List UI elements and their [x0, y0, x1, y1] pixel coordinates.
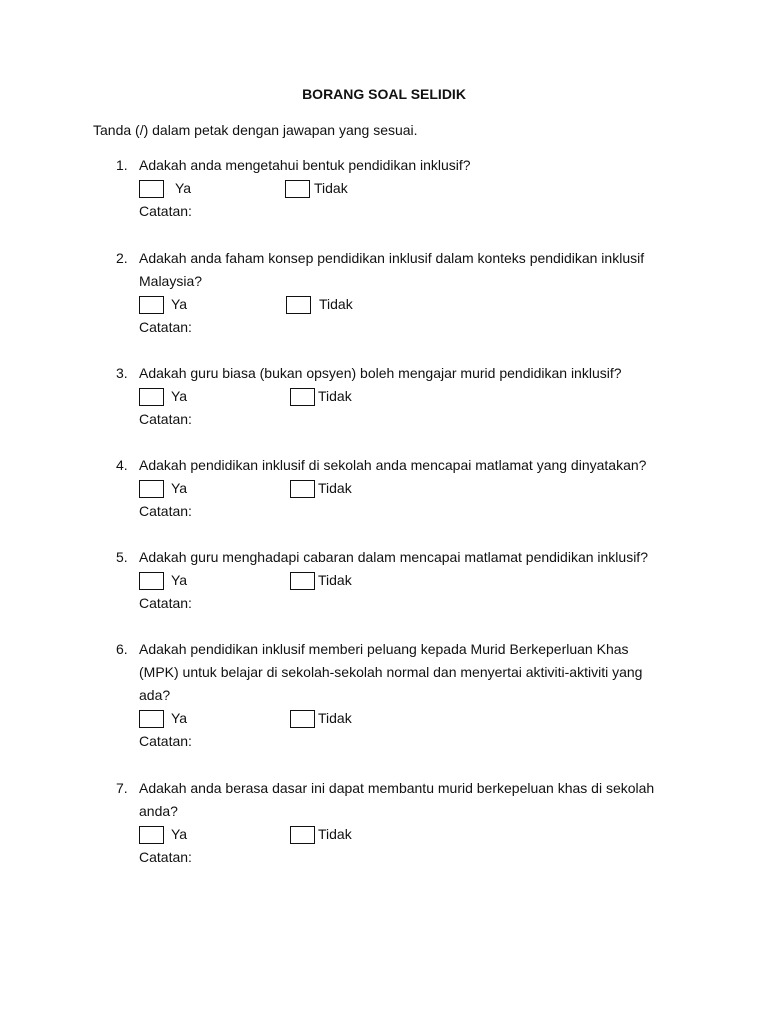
- checkbox-ya[interactable]: [139, 296, 164, 314]
- note-label: Catatan:: [139, 733, 192, 749]
- option-label-tidak: Tidak: [318, 572, 352, 588]
- answer-options: [0, 707, 768, 730]
- checkbox-ya[interactable]: [139, 572, 164, 590]
- question-line: Adakah anda berasa dasar ini dapat membantu murid berkepeluan khas di sekolah: [139, 780, 655, 796]
- question-number: 3.: [116, 365, 128, 381]
- question-line: Malaysia?: [139, 273, 203, 289]
- question-5: [0, 546, 768, 615]
- answer-options: [0, 569, 768, 592]
- option-label-tidak: Tidak: [314, 180, 348, 196]
- option-label-ya: Ya: [171, 388, 188, 404]
- note-label: Catatan:: [139, 411, 192, 427]
- question-text: [139, 638, 768, 707]
- question-4: [0, 454, 768, 523]
- question-text: [139, 247, 768, 293]
- question-number: 7.: [116, 780, 128, 796]
- question-line: Adakah pendidikan inklusif memberi peluang kepada Murid Berkeperluan Khas: [139, 641, 629, 657]
- question-number: 5.: [116, 549, 128, 565]
- option-label-ya: Ya: [171, 480, 188, 496]
- checkbox-ya[interactable]: [139, 480, 164, 498]
- note-label: Catatan:: [139, 203, 192, 219]
- option-label-tidak: Tidak: [318, 710, 352, 726]
- option-label-ya: Ya: [171, 572, 188, 588]
- question-line: ada?: [139, 687, 171, 703]
- answer-options: [0, 293, 768, 316]
- question-number: 2.: [116, 250, 128, 266]
- note-label: Catatan:: [139, 849, 192, 865]
- checkbox-tidak[interactable]: [290, 388, 315, 406]
- option-label-ya: Ya: [171, 710, 188, 726]
- question-2: [0, 247, 768, 339]
- note-label: Catatan:: [139, 503, 192, 519]
- question-6: [0, 638, 768, 753]
- answer-options: [0, 177, 768, 200]
- option-label-tidak: Tidak: [318, 388, 352, 404]
- form-instruction: Tanda (/) dalam petak dengan jawapan yang sesuai.: [93, 122, 418, 138]
- question-text: [139, 777, 768, 823]
- question-line: (MPK) untuk belajar di sekolah-sekolah normal dan menyertai aktiviti-aktiviti yang: [139, 664, 643, 680]
- checkbox-tidak[interactable]: [290, 826, 315, 844]
- question-1: [0, 154, 768, 223]
- checkbox-tidak[interactable]: [286, 296, 311, 314]
- checkbox-ya[interactable]: [139, 826, 164, 844]
- question-text: [139, 154, 768, 177]
- checkbox-tidak[interactable]: [290, 572, 315, 590]
- question-text: [139, 362, 768, 385]
- answer-options: [0, 385, 768, 408]
- question-3: [0, 362, 768, 431]
- question-line: anda?: [139, 803, 178, 819]
- option-label-ya: Ya: [171, 826, 188, 842]
- question-text: [139, 454, 768, 477]
- option-label-tidak: Tidak: [318, 826, 352, 842]
- question-number: 1.: [116, 157, 128, 173]
- form-title: BORANG SOAL SELIDIK: [302, 86, 466, 102]
- note-label: Catatan:: [139, 319, 192, 335]
- question-line: Adakah anda mengetahui bentuk pendidikan inklusif?: [139, 157, 471, 173]
- checkbox-tidak[interactable]: [290, 480, 315, 498]
- question-7: [0, 777, 768, 869]
- checkbox-tidak[interactable]: [290, 710, 315, 728]
- option-label-ya: Ya: [175, 180, 192, 196]
- question-line: Adakah guru biasa (bukan opsyen) boleh mengajar murid pendidikan inklusif?: [139, 365, 622, 381]
- question-line: Adakah anda faham konsep pendidikan inklusif dalam konteks pendidikan inklusif: [139, 250, 645, 266]
- answer-options: [0, 477, 768, 500]
- question-line: Adakah pendidikan inklusif di sekolah anda mencapai matlamat yang dinyatakan?: [139, 457, 647, 473]
- answer-options: [0, 823, 768, 846]
- option-label-tidak: Tidak: [319, 296, 353, 312]
- question-number: 6.: [116, 641, 128, 657]
- checkbox-ya[interactable]: [139, 710, 164, 728]
- option-label-tidak: Tidak: [318, 480, 352, 496]
- checkbox-ya[interactable]: [139, 180, 164, 198]
- checkbox-ya[interactable]: [139, 388, 164, 406]
- note-label: Catatan:: [139, 595, 192, 611]
- question-line: Adakah guru menghadapi cabaran dalam mencapai matlamat pendidikan inklusif?: [139, 549, 648, 565]
- question-number: 4.: [116, 457, 128, 473]
- question-text: [139, 546, 768, 569]
- checkbox-tidak[interactable]: [285, 180, 310, 198]
- option-label-ya: Ya: [171, 296, 188, 312]
